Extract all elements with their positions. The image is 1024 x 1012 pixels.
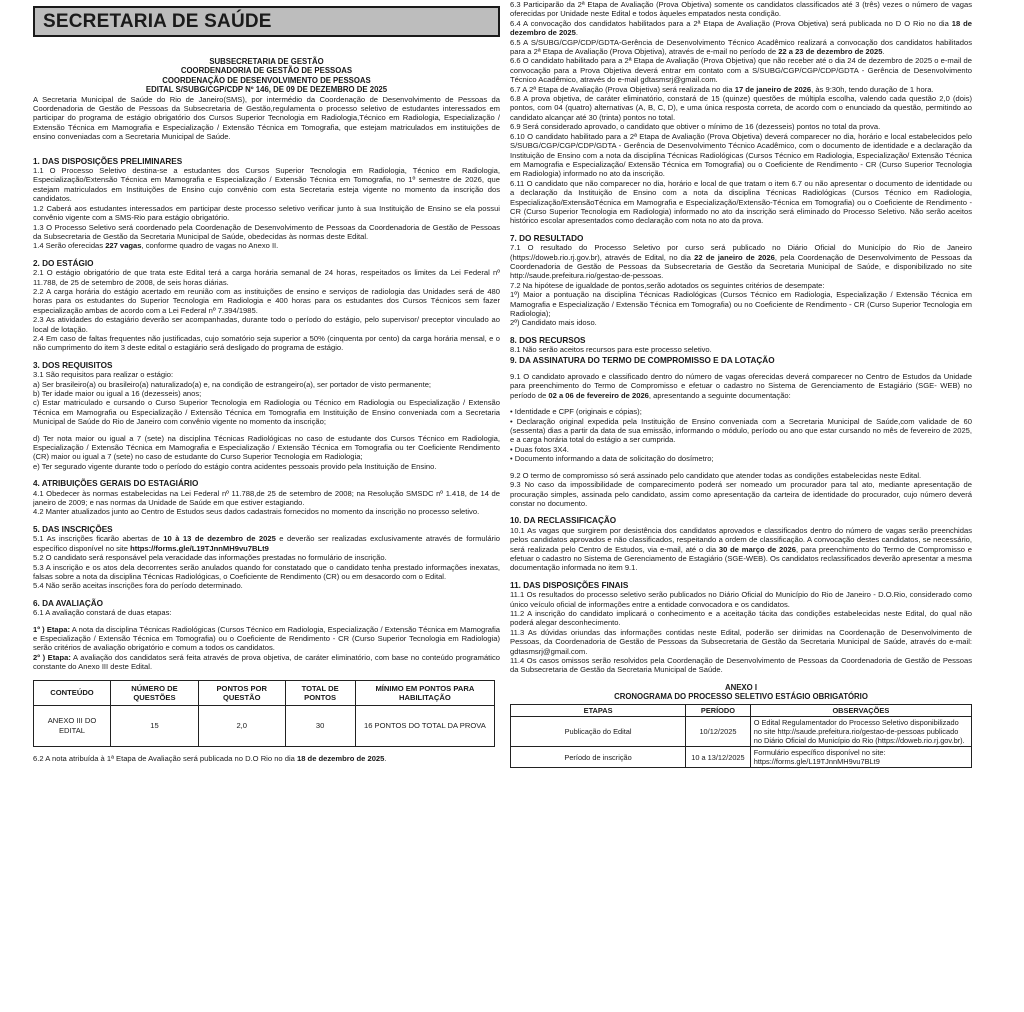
- item-10-1: 10.1 As vagas que surgirem por desistência dos candidatos aprovados e classificados dentro do número de vagas serão preenchidas pelos candidatos aprovados e não classificados, respeitando a ordem de classificação. A convocação destes candidatos, se necessário, será realizada pelo Centro de Estudos, via e-mail, até o dia 30 de março de 2026, para preenchimento do Termo de Compromisso e efetuar o cadastro no Sistema de Gerenciamento de Estagiário (SGE-WEB). Os candidatos reclassificados deverão apresentar a mesma documentação informada no item 9.1.: [510, 525, 972, 573]
- doc-bullet-2: • Declaração original expedida pela Instituição de Ensino conveniada com a Secretaria Municipal de Saúde,com validade de 60 (sessenta) dias a partir da data de sua emissão, informando o módulo, período ou ano que estar cursando no mês de fevereiro de 2025, e a carga horária total do estágio a ser cumprida.: [510, 416, 972, 445]
- observacao-cell: O Edital Regulamentador do Processo Seletivo disponibilizado no site http://saude.prefeitura.rio/gestao-de-pessoas publicado no Diário Oficial do Município do Rio (https://doweb.rio.rj.gov.br).: [750, 717, 971, 747]
- section-6-title: 6. DA AVALIAÇÃO: [33, 598, 104, 608]
- td-minimo-pontos: 16 PONTOS DO TOTAL DA PROVA: [355, 705, 494, 746]
- item-6-8: 6.8 A prova objetiva, de caráter eliminatório, constará de 15 (quinze) questões de múltipla escolha, valendo cada questão 2,0 (dois) pontos, com 04 (quatro) alternativas (A, B, C, D), e uma única resposta correta, de acordo com o enunciado da questão, permitindo ao candidato alcançar até 30 (trinta) pontos no total.: [510, 94, 972, 122]
- item-6-5: 6.5 A S/SUBG/CGP/CDP/GDTA-Gerência de Desenvolvimento Técnico Acadêmico realizará a convocação dos candidatos habilitados para a 2ª Etapa de Avaliação (Prova Objetiva), através de e-mail no período de 22 a 23 de dezembro de 2025.: [510, 37, 972, 57]
- evaluation-table-header: [34, 680, 495, 705]
- etapa-cell: Período de inscrição: [511, 747, 686, 768]
- right-column: [510, 0, 972, 1012]
- th-pontos-questao: PONTOS POR QUESTÃO: [198, 680, 285, 705]
- section-8-title: 8. DOS RECURSOS: [510, 335, 586, 345]
- item-6-2: 6.2 A nota atribuída à 1ª Etapa de Avaliação será publicada no D.O Rio no dia 18 de dezembro de 2025.: [33, 753, 387, 763]
- item-7-1: 7.1 O resultado do Processo Seletivo por curso será publicado no Diário Oficial do Município do Rio de Janeiro (https://doweb.rio.rj.gov.br), através de Edital, no dia 22 de janeiro de 2026, pela Coordenação de Desenvolvimento de Pessoas da Coordenadoria de Gestão de Pessoas da Subsecretaria de Gestão da Secretaria Municipal de Saúde, e disponibilizado no site http://saude.prefeitura.rio/gestao-de-pessoas.: [510, 243, 972, 281]
- header-line-3: COORDENAÇÃO DE DESENVOLVIMENTO DE PESSOAS: [162, 75, 371, 85]
- periodo-cell: 10/12/2025: [686, 717, 751, 747]
- item-5-3: 5.3 A inscrição e os atos dela decorrentes serão anulados quando for constatado que o candidato tenha prestado informações inexatas, falsas sobre a nota da disciplina Técnicas Radiológicas, o Coeficiente de Rendimento (CR) ou em desacordo com o Edital.: [33, 562, 500, 581]
- item-4-1: 4.1 Obedecer às normas estabelecidas na Lei Federal nº 11.788,de 25 de setembro de 2008; na Resolução SMSDC nº 1.418, de 14 de janeiro de 2009; e nas normas da Unidade de Saúde em que estiver estagiando.: [33, 488, 500, 508]
- evaluation-table-row: [34, 705, 495, 746]
- item-3-b: b) Ter idade maior ou igual a 16 (dezesseis) anos;: [33, 389, 202, 398]
- banner-title: SECRETARIA DE SAÚDE: [43, 10, 272, 32]
- etapa-2: 2º ) Etapa: A avaliação dos candidatos será feita através de prova objetiva, de caráter eliminatório, com base no conteúdo programático constante do Anexo III deste Edital.: [33, 652, 500, 672]
- schedule-table: [510, 704, 972, 768]
- section-1-title: 1. DAS DISPOSIÇÕES PRELIMINARES: [33, 156, 183, 166]
- item-6-9: 6.9 Será considerado aprovado, o candidato que obtiver o mínimo de 16 (dezesseis) pontos no total da prova.: [510, 122, 881, 132]
- item-3-c: c) Estar matriculado e cursando o Curso Superior Tecnologia em Radiologia ou Técnico em Radiologia ou Especialização / Extensão Técnica em Mamografia ou Especialização / Extensão Técnica em Tomografia em Instituição de Ensino conveniada com a Secretaria Municipal de Saúde do Rio de Janeiro com convênio vigente no momento da inscrição;: [33, 398, 500, 427]
- item-9-2: 9.2 O termo de compromisso só será assinado pelo candidato que atender todas as condições estabelecidas neste Edital.: [510, 470, 922, 480]
- th-numero-questoes: NÚMERO DE QUESTÕES: [110, 680, 198, 705]
- item-1-3: 1.3 O Processo Seletivo será coordenado pela Coordenação de Desenvolvimento de Pessoas da Coordenadoria de Gestão de Pessoas da Subsecretaria de Gestão da Secretaria Municipal de Saúde, obedecidas às normas deste Edital.: [33, 222, 500, 241]
- item-9-3: 9.3 No caso da impossibilidade de comparecimento poderá ser nomeado um procurador para tal ato, mediante apresentação de procuração simples, assinada pelo candidato, assim como apresentação da carteira de identidade do procurador, cujo número deverá constar no documento.: [510, 480, 972, 508]
- annex-1-title: ANEXO I: [724, 682, 758, 692]
- item-11-3: 11.3 As dúvidas oriundas das informações contidas neste Edital, poderão ser dirimidas na Coordenação de Desenvolvimento de Pessoas, da Coordenadoria de Gestão de Pessoas da Subsecretaria de Gestão da Secretaria Municipal de Saúde, através do e-mail: gdtasmsrj@gmail.com.: [510, 627, 972, 656]
- doc-bullet-1: • Identidade e CPF (originais e cópias);: [510, 407, 642, 417]
- item-3-d: d) Ter nota maior ou igual a 7 (sete) na disciplina Técnicas Radiológicas no caso de estudante dos Cursos Técnico em Radiologia, Especialização / Extensão Técnica em Mamografia e Especialização / Extensão Técnica em Tomografia ou ter Coeficiente Rendimento (CR) maior ou igual a 7 (sete) no caso de estudante do Curso Superior Tecnologia em Radiologia;: [33, 433, 500, 462]
- item-3-e: e) Ter segurado vigente durante todo o período do estágio contra acidentes pessoais provido pela Instituição de Ensino.: [33, 461, 437, 471]
- item-1-4: 1.4 Serão oferecidas 227 vagas, conforme quadro de vagas no Anexo II.: [33, 241, 279, 251]
- item-3-1: 3.1 São requisitos para realizar o estágio:: [33, 370, 174, 380]
- schedule-table-header: [511, 705, 972, 717]
- table-row: [511, 717, 972, 747]
- secretaria-banner: [33, 6, 500, 37]
- section-5-title: 5. DAS INSCRIÇÕES: [33, 524, 113, 534]
- table-row: [511, 747, 972, 768]
- section-11-title: 11. DAS DISPOSIÇÕES FINAIS: [510, 580, 629, 590]
- etapa-1: 1º ) Etapa: A nota da disciplina Técnicas Radiológicas (Cursos Técnico em Radiologia, Especialização / Extensão Técnica em Mamografia e Especialização / Extensão Técnica em Tomografia) ou o Coeficiente de Rendimento - CR (Curso Superior Tecnologia em Radiologia) serão critérios de avaliação obrigatório e comum a todos os candidatos.: [33, 624, 500, 653]
- item-2-2: 2.2 A carga horária do estágio acertado em reunião com as instituições de ensino e serviços de radiologia das Unidades será de 480 horas para os estudantes do Superior Tecnologia em Radiologia e 400 horas para os estudantes dos Cursos Técnicos sem fazer especialização ambas de acordo com a Lei Federal nº 7.394/1985.: [33, 286, 500, 315]
- td-conteudo: ANEXO III DO EDITAL: [34, 705, 111, 746]
- header-line-4: EDITAL S/SUBG/CGP/CDP Nº 146, DE 09 DE DEZEMBRO DE 2025: [145, 85, 388, 95]
- item-7-2: 7.2 Na hipótese de igualdade de pontos,serão adotados os seguintes critérios de desempate:: [510, 280, 825, 290]
- item-6-11: 6.11 O candidato que não comparecer no dia, horário e local de que tratam o item 6.7 ou não apresentar o documento de identidade ou a declaração da Instituição de Ensino com a nota da disciplina Técnicas Radiológicas (Cursos Técnico em Radiologia, Especialização/ExtensãoTécnica em Mamografia e Especialização/Extensão-Técnica em Tomografia) ou o Coeficiente de Rendimento - CR (Curso Superior Tecnologia em Radiologia) informado no ato da inscrição será eliminado do Processo Seletivo. Não serão aceitos histórico escolar apresentados como declaração com nota no ato da prova.: [510, 178, 972, 226]
- item-5-4: 5.4 Não serão aceitas inscrições fora do período determinado.: [33, 581, 243, 591]
- item-3-a: a) Ser brasileiro(a) ou brasileiro(a) naturalizado(a) e, na condição de estrangeiro(a), ser portador de visto permanente;: [33, 379, 432, 389]
- item-11-2: 11.2 A inscrição do candidato implicará o conhecimento e a aceitação tácita das condições estabelecidas neste Edital, do qual não poderá alegar desconhecimento.: [510, 608, 972, 628]
- item-9-1: 9.1 O candidato aprovado e classificado dentro do número de vagas oferecidas deverá comparecer no Centro de Estudos da Unidade para preenchimento do Termo de Compromisso e efetuar o cadastro no Sistema de Gerenciamento de Estagiário (SGE- WEB) no período de 02 a 06 de fevereiro de 2026, apresentando a seguinte documentação:: [510, 372, 972, 400]
- th-periodo: PERÍODO: [686, 705, 751, 717]
- item-1-2: 1.2 Caberá aos estudantes interessados em participar deste processo seletivo verificar junto à sua Instituição de Ensino se ela possui convênio vigente com a SMS-Rio para estágio obrigatório.: [33, 203, 500, 223]
- periodo-cell: 10 a 13/12/2025: [686, 747, 751, 768]
- th-etapas: ETAPAS: [511, 705, 686, 717]
- header-line-2: COORDENADORIA DE GESTÃO DE PESSOAS: [180, 66, 353, 76]
- td-numero-questoes: 15: [110, 705, 198, 746]
- left-column: [33, 0, 500, 1012]
- doc-bullet-3: • Duas fotos 3X4.: [510, 444, 569, 454]
- observacao-cell: Formulário específico disponível no site: https://forms.gle/L19TJnnMH9vu7BLt9: [750, 747, 971, 768]
- td-pontos-questao: 2,0: [198, 705, 285, 746]
- item-5-1: 5.1 As inscrições ficarão abertas de 10 à 13 de dezembro de 2025 e deverão ser realizadas exclusivamente através de formulário específico disponível no site https://forms.gle/L19TJnnMH9vu7BLt9: [33, 534, 500, 553]
- item-2-3: 2.3 As atividades do estagiário deverão ser acompanhadas, durante todo o período do estágio, pelo supervisor/ preceptor vinculado ao local de lotação.: [33, 315, 500, 334]
- annex-1-subtitle: CRONOGRAMA DO PROCESSO SELETIVO ESTÁGIO OBRIGATÓRIO: [614, 692, 868, 702]
- item-4-2: 4.2 Manter atualizados junto ao Centro de Estudos seus dados cadastrais fornecidos no momento da inscrição no processo seletivo.: [33, 507, 480, 517]
- item-6-4: 6.4 A convocação dos candidatos habilitados para a 2ª Etapa de Avaliação (Prova Objetiva) será publicada no D O Rio no dia 18 de dezembro de 2025.: [510, 18, 972, 38]
- th-conteudo: CONTEÚDO: [34, 680, 111, 705]
- item-11-4: 11.4 Os casos omissos serão resolvidos pela Coordenação de Desenvolvimento de Pessoas da Coordenadoria de Gestão de Pessoas da Subsecretaria de Gestão da Secretaria Municipal de Saúde.: [510, 656, 972, 675]
- item-6-3: 6.3 Participarão da 2ª Etapa de Avaliação (Prova Objetiva) somente os candidatos classificados até 3 (três) vezes o número de vagas oferecidas por Unidade neste Edital e todos àqueles empatados nesta condição.: [510, 0, 972, 19]
- evaluation-table: [33, 680, 495, 747]
- section-7-title: 7. DO RESULTADO: [510, 233, 584, 243]
- item-5-2: 5.2 O candidato será responsável pela veracidade das informações prestadas no formulário de inscrição.: [33, 553, 387, 563]
- item-8-1: 8.1 Não serão aceitos recursos para este processo seletivo.: [510, 345, 712, 355]
- section-3-title: 3. DOS REQUISITOS: [33, 360, 113, 370]
- intro-paragraph: A Secretaria Municipal de Saúde do Rio de Janeiro(SMS), por intermédio da Coordenação de Desenvolvimento de Pessoas da Coordenadoria de Gestão de Pessoas da Subsecretaria de Gestão,regulamenta o processo seletivo de estudantes interessados em participar do programa de estágio obrigatório dos Cursos Superior Tecnologia em Radiologia,Técnico em Radiologia, Especialização / Extensão Técnica em Mamografia e Especialização / Extensão Técnica em Tomografia, que estejam matriculados em instituições de ensino conveniadas com a Secretaria Municipal de Saúde.: [33, 94, 500, 142]
- item-6-1: 6.1 A avaliação constará de duas etapas:: [33, 608, 172, 618]
- item-2-1: 2.1 O estágio obrigatório de que trata este Edital terá a carga horária semanal de 24 horas, respeitados os limites da Lei Federal nº 11.788, de 25 de setembro de 2008, de seis horas diárias.: [33, 268, 500, 287]
- etapa-cell: Publicação do Edital: [511, 717, 686, 747]
- annex-1-heading: [510, 683, 972, 702]
- item-6-6: 6.6 O candidato habilitado para a 2ª Etapa de Avaliação (Prova Objetiva) que não receber até o dia 24 de dezembro de 2025 o e-mail de convocação para a Prova Objetiva deverá entrar em contato com a S/SUBG/CGP/CGP/CDP/GDTA - Gerência de Desenvolvimento Técnico Acadêmico, através do e-mail gdtasmsrj@gmail.com.: [510, 56, 972, 85]
- th-total-pontos: TOTAL DE PONTOS: [285, 680, 355, 705]
- th-observacoes: OBSERVAÇÕES: [750, 705, 971, 717]
- edital-header: [33, 57, 500, 95]
- th-minimo-pontos: MÍNIMO EM PONTOS PARA HABILITAÇÃO: [355, 680, 494, 705]
- item-6-7: 6.7 A 2ª Etapa de Avaliação (Prova Objetiva) será realizada no dia 17 de janeiro de 2026, às 9:30h, tendo duração de 1 hora.: [510, 84, 934, 94]
- doc-bullet-4: • Documento informando a data de solicitação do dosímetro;: [510, 454, 714, 464]
- header-line-1: SUBSECRETARIA DE GESTÃO: [209, 57, 324, 66]
- item-11-1: 11.1 Os resultados do processo seletivo serão publicados no Diário Oficial do Município do Rio de Janeiro - D.O.Rio, considerado como único veículo oficial de informações entre a entidade convocadora e os candidatos.: [510, 590, 972, 609]
- section-2-title: 2. DO ESTÁGIO: [33, 258, 94, 268]
- section-10-title: 10. DA RECLASSIFICAÇÃO: [510, 516, 617, 526]
- section-9-title: 9. DA ASSINATURA DO TERMO DE COMPROMISSO E DA LOTAÇÃO: [510, 355, 775, 365]
- section-4-title: 4. ATRIBUIÇÕES GERAIS DO ESTAGIÁRIO: [33, 479, 199, 489]
- item-2-4: 2.4 Em caso de faltas frequentes não justificadas, cujo somatório seja superior a 50% (cinquenta por cento) da carga horária mensal, e o não cumprimento do item 3 deste edital o estagiário será desligado do programa de estágio.: [33, 333, 500, 353]
- criterio-2: 2º) Candidato mais idoso.: [510, 318, 597, 328]
- item-6-10: 6.10 O candidato habilitado para a 2ª Etapa de Avaliação (Prova Objetiva) deverá comparecer no dia, horário e local estabelecidos pelo S/SUBG/CGP/CGP/CDP/GDTA - Gerência de Desenvolvimento Técnico Acadêmico, com o documento de identidade e a declaração da Instituição de Ensino com a nota da disciplina Técnicas Radiológicas (Cursos Técnico em Radiologia, Especialização/ Extensão Técnica em Mamografia e Especialização/ Extensão Técnica em Tomografia) ou o Coeficiente de Rendimento - CR (Curso Superior Tecnologia em Radiologia) informado no ato da inscrição.: [510, 131, 972, 179]
- criterio-1: 1º) Maior a pontuação na disciplina Técnicas Radiológicas (Cursos Técnico em Radiologia, Especialização / Extensão Técnica em Mamografia e Especialização / Extensão Técnica em Tomografia) ou no Coeficiente de Rendimento - CR (Curso Superior Tecnologia em Radiologia);: [510, 290, 972, 318]
- td-total-pontos: 30: [285, 705, 355, 746]
- item-1-1: 1.1 O Processo Seletivo destina-se a estudantes dos Cursos Superior Tecnologia em Radiologia, Técnico em Radiologia, Especialização/Extensão Técnica em Mamografia e Especialização / Extensão Técnica em Tomografia, no 1º semestre de 2026, que estejam matriculados em Instituições de Ensino cujo convênio com esta Secretaria esteja vigente no momento da inscrição dos candidatos.: [33, 166, 500, 204]
